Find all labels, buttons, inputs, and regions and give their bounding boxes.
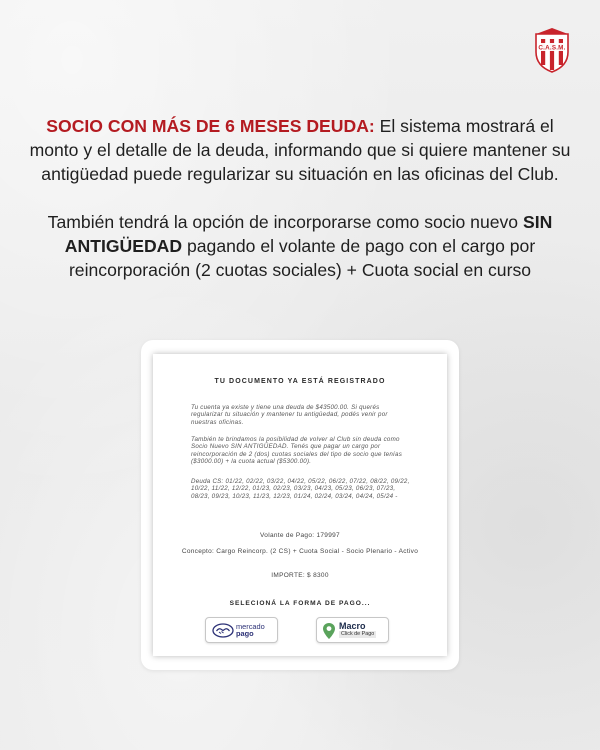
mercado-pago-label-line1: mercado: [236, 622, 265, 631]
intro-paragraph-option: [20, 210, 580, 282]
document-voucher-number: Volante de Pago: 179997: [260, 532, 340, 539]
intro-lead-label: SOCIO CON MÁS DE 6 MESES DEUDA:: [46, 116, 375, 136]
intro-option-end: pagando el volante de pago con el cargo por reincorporación (2 cuotas sociales) + Cuota social en curso: [68, 236, 536, 280]
mercado-pago-label-line2: pago: [236, 629, 254, 638]
macro-label-line1: Macro: [339, 621, 366, 631]
mercado-pago-button[interactable]: [205, 617, 278, 643]
intro-option-start: También tendrá la opción de incorporarse como socio nuevo: [47, 212, 523, 232]
document-new-member-option: También te brindamos la posibilidad de volver al Club sin deuda como Socio Nuevo SIN ANTIGÜEDAD. Tenés que pagar un cargo por reincorporación de 2 (dos) cuotas sociales del tipo de socio que tenías ($3000.00) + la cuota actual ($5300.00).: [191, 436, 403, 466]
intro-option-bold: SIN ANTIGÜEDAD: [64, 212, 553, 256]
macro-click-de-pago-button[interactable]: [316, 617, 389, 643]
casm-crest-logo: [532, 26, 572, 74]
document-title: TU DOCUMENTO YA ESTÁ REGISTRADO: [214, 378, 386, 385]
intro-text: [20, 114, 580, 282]
mercado-pago-handshake-icon: [212, 623, 234, 638]
macro-label: [339, 622, 376, 638]
logo-text: C.A.S.M.: [538, 44, 566, 52]
intro-debt-description: El sistema mostrará el monto y el detalle de la deuda, informando que si quiere mantener su antigüedad puede regularizar su situación en las oficinas del Club.: [29, 116, 571, 184]
intro-paragraph-debt: [20, 114, 580, 186]
document-debt-detail: Deuda CS: 01/22, 02/22, 03/22, 04/22, 05/22, 06/22, 07/22, 08/22, 09/22, 10/22, 11/22, 12/22, 01/23, 02/23, 03/23, 04/23, 05/23, 06/23, 07/23, 08/23, 09/23, 10/23, 11/23, 12/23, 01/24, 02/24, 03/24, 04/24, 05/24 -: [191, 478, 410, 500]
payment-prompt: SELECIONÁ LA FORMA DE PAGO...: [229, 600, 371, 607]
document-amount: IMPORTE: $ 8300: [271, 572, 329, 579]
registration-document: [153, 354, 447, 656]
macro-label-line2: Click de Pago: [341, 631, 375, 637]
mercado-pago-label: [236, 623, 265, 637]
document-debt-notice: Tu cuenta ya existe y tiene una deuda de $43500.00. Si querés regularizar tu situación y mantener tu antigüedad, podés venir por nuestras oficinas.: [191, 404, 388, 426]
document-concept: Concepto: Cargo Reincorp. (2 CS) + Cuota Social - Socio Plenario - Activo: [181, 548, 419, 555]
screenshot-card: [141, 340, 459, 670]
macro-location-pin-icon: [322, 622, 336, 640]
